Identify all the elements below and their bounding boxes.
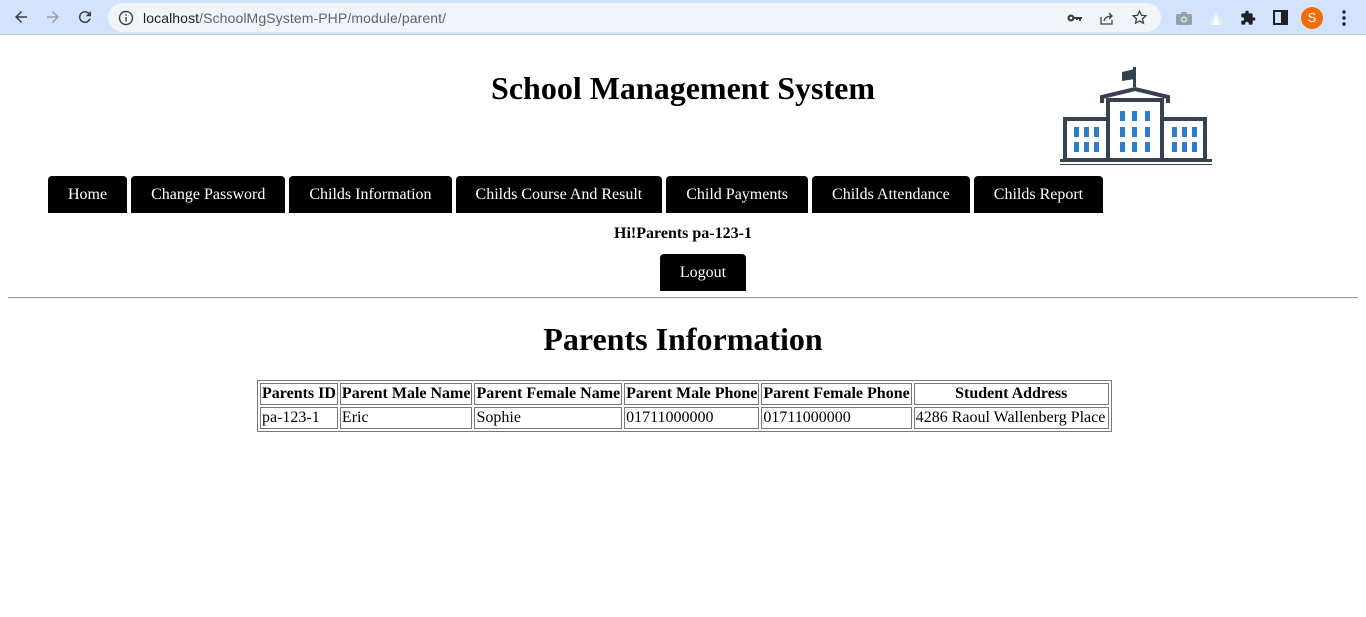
- cell-parent-male-phone: 01711000000: [624, 407, 759, 429]
- nav-home[interactable]: Home: [48, 176, 127, 213]
- table-row: [260, 407, 1109, 429]
- divider: [8, 297, 1358, 299]
- extension-triangle-icon[interactable]: [1200, 3, 1232, 32]
- nav-childs-information[interactable]: Childs Information: [289, 176, 451, 213]
- page-content: [0, 35, 1366, 617]
- menu-button[interactable]: [1328, 3, 1360, 32]
- url-host: localhost: [143, 9, 200, 26]
- url-text[interactable]: [143, 10, 446, 26]
- side-panel-icon[interactable]: [1264, 3, 1296, 32]
- reload-button[interactable]: [69, 1, 101, 33]
- extensions-puzzle-icon[interactable]: [1232, 3, 1264, 32]
- column-header-parent-male-phone: Parent Male Phone: [624, 383, 759, 405]
- school-building-icon: [1060, 65, 1212, 165]
- nav-child-payments[interactable]: Child Payments: [666, 176, 808, 213]
- nav-childs-course-and-result[interactable]: Childs Course And Result: [456, 176, 663, 213]
- nav-childs-attendance[interactable]: Childs Attendance: [812, 176, 970, 213]
- cell-parent-female-name: Sophie: [474, 407, 622, 429]
- user-greeting: Hi!Parents pa-123-1: [614, 225, 752, 242]
- cell-student-address: 4286 Raoul Wallenberg Place: [914, 407, 1109, 429]
- column-header-student-address: Student Address: [914, 383, 1109, 405]
- password-key-icon[interactable]: [1059, 6, 1091, 30]
- kebab-menu-icon: [1342, 10, 1346, 26]
- camera-extension-icon[interactable]: [1168, 3, 1200, 32]
- page-title: Parents Information: [543, 321, 823, 357]
- bookmark-star-icon[interactable]: [1123, 6, 1155, 30]
- column-header-parents-id: Parents ID: [260, 383, 338, 405]
- cell-parent-male-name: Eric: [340, 407, 473, 429]
- nav-childs-report[interactable]: Childs Report: [974, 176, 1103, 213]
- parents-table: [257, 380, 1112, 432]
- parents-table-container: [257, 380, 1112, 432]
- cell-parents-id: pa-123-1: [260, 407, 338, 429]
- cell-parent-female-phone: 01711000000: [761, 407, 911, 429]
- arrow-right-icon: [44, 8, 62, 26]
- url-path: /SchoolMgSystem-PHP/module/parent/: [199, 9, 447, 26]
- forward-button[interactable]: [37, 1, 69, 33]
- column-header-parent-female-name: Parent Female Name: [474, 383, 622, 405]
- info-icon[interactable]: [118, 10, 134, 26]
- share-icon[interactable]: [1091, 6, 1123, 30]
- column-header-parent-male-name: Parent Male Name: [340, 383, 473, 405]
- table-header-row: [260, 383, 1109, 405]
- main-nav: [48, 176, 1103, 213]
- profile-button[interactable]: [1296, 3, 1328, 32]
- reload-icon: [76, 8, 94, 26]
- browser-toolbar: [0, 0, 1366, 35]
- arrow-left-icon: [12, 8, 30, 26]
- address-bar[interactable]: [108, 3, 1161, 32]
- site-title: School Management System: [491, 70, 875, 106]
- nav-change-password[interactable]: Change Password: [131, 176, 285, 213]
- column-header-parent-female-phone: Parent Female Phone: [761, 383, 911, 405]
- back-button[interactable]: [5, 1, 37, 33]
- avatar: S: [1301, 7, 1323, 29]
- logout-button[interactable]: Logout: [660, 254, 746, 291]
